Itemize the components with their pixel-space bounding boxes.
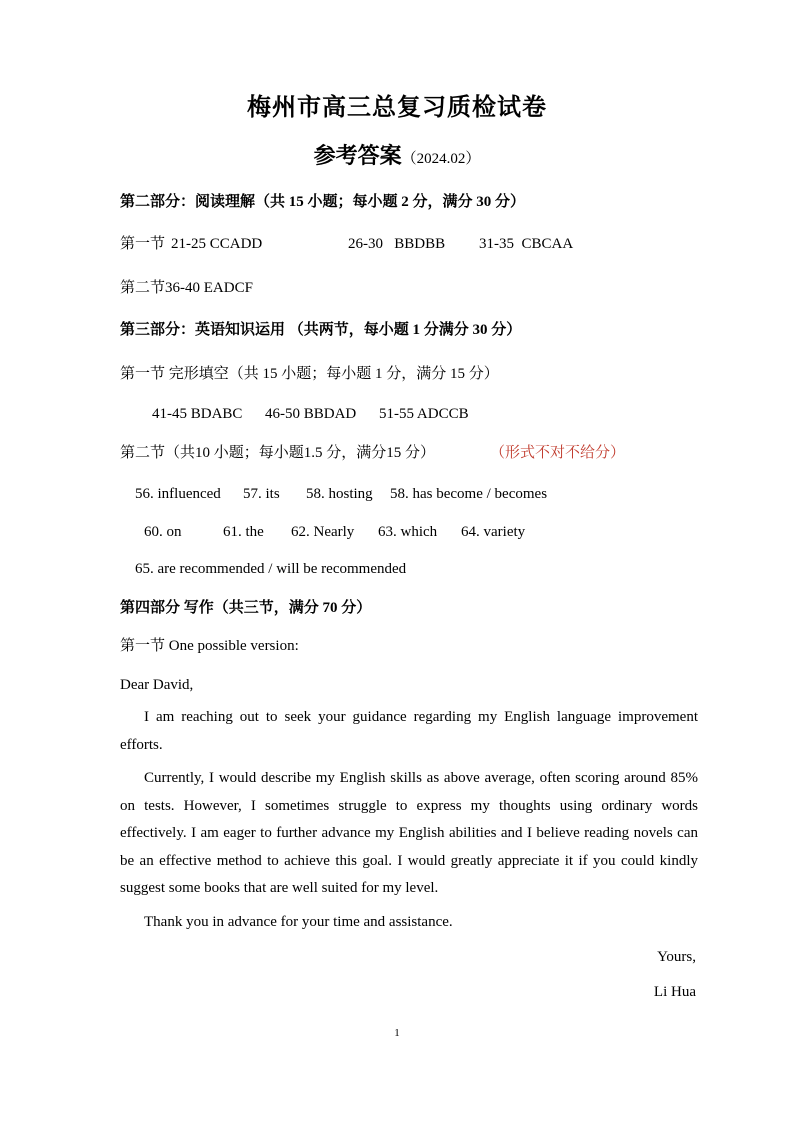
- part2-sec1-answers-a: 21-25 CCADD: [171, 236, 263, 252]
- part4-heading: 第四部分 写作（共三节，满分 70 分）: [120, 600, 372, 616]
- part3-sec2-note: （形式不对不给分）: [490, 445, 626, 461]
- subtitle-text: 参考答案: [313, 143, 402, 168]
- letter-paragraph-3: Thank you in advance for your time and assistance.: [144, 914, 453, 930]
- grammar-answer: 57. its: [243, 486, 280, 502]
- grammar-answer: 60. on: [144, 524, 182, 540]
- grammar-answer: 65. are recommended / will be recommended: [135, 561, 407, 577]
- grammar-answer: 58. has become / becomes: [390, 486, 548, 502]
- document-date: （2024.02）: [401, 151, 481, 167]
- grammar-answer: 62. Nearly: [291, 524, 355, 540]
- part2-sec1-answers-c: 31-35 CBCAA: [479, 236, 574, 252]
- part3-heading: 第三部分：英语知识运用 （共两节，每小题 1 分满分 30 分）: [120, 322, 522, 338]
- grammar-answer: 63. which: [378, 524, 438, 540]
- letter-signature: Li Hua: [653, 984, 696, 1000]
- letter-paragraph-1: I am reaching out to seek your guidance regarding my English language improvement efforts.: [120, 709, 698, 753]
- grammar-answer: 58. hosting: [306, 486, 373, 502]
- cloze-answers-a: 41-45 BDABC: [152, 406, 243, 422]
- letter-greeting: Dear David,: [120, 677, 194, 693]
- part3-sec1-heading: 第一节 完形填空（共 15 小题；每小题 1 分，满分 15 分）: [120, 366, 499, 382]
- cloze-answers-b: 46-50 BBDAD: [265, 406, 357, 422]
- part3-sec2-heading: 第二节（共10 小题；每小题1.5 分，满分15 分）: [120, 445, 436, 461]
- document-subtitle: [0, 141, 794, 174]
- grammar-answer: 64. variety: [461, 524, 526, 540]
- grammar-answer: 56. influenced: [135, 486, 221, 502]
- part2-sec1-label: 第一节: [120, 236, 166, 252]
- part4-sec1-heading: 第一节 One possible version:: [120, 638, 299, 654]
- cloze-answers-c: 51-55 ADCCB: [379, 406, 469, 422]
- part2-sec2-answers: 第二节36-40 EADCF: [120, 280, 253, 296]
- letter-paragraph-2: Currently, I would describe my English skills as above average, often scoring around 85% on tests. However, I sometimes struggle to express my thoughts using ordinary words effectively. I am eager to further advance my English abilities and I believe reading novels can be an effective method to achieve this goal. I would greatly appreciate it if you could kindly suggest some books that are well suited for my level.: [120, 770, 698, 896]
- part2-sec1-answers-b: 26-30 BBDBB: [348, 236, 446, 252]
- page-number: 1: [394, 1027, 400, 1039]
- grammar-answer: 61. the: [223, 524, 264, 540]
- document-title: 梅州市高三总复习质检试卷: [247, 95, 547, 121]
- letter-closing: Yours,: [657, 949, 696, 965]
- part2-heading: 第二部分：阅读理解（共 15 小题；每小题 2 分，满分 30 分）: [120, 194, 526, 210]
